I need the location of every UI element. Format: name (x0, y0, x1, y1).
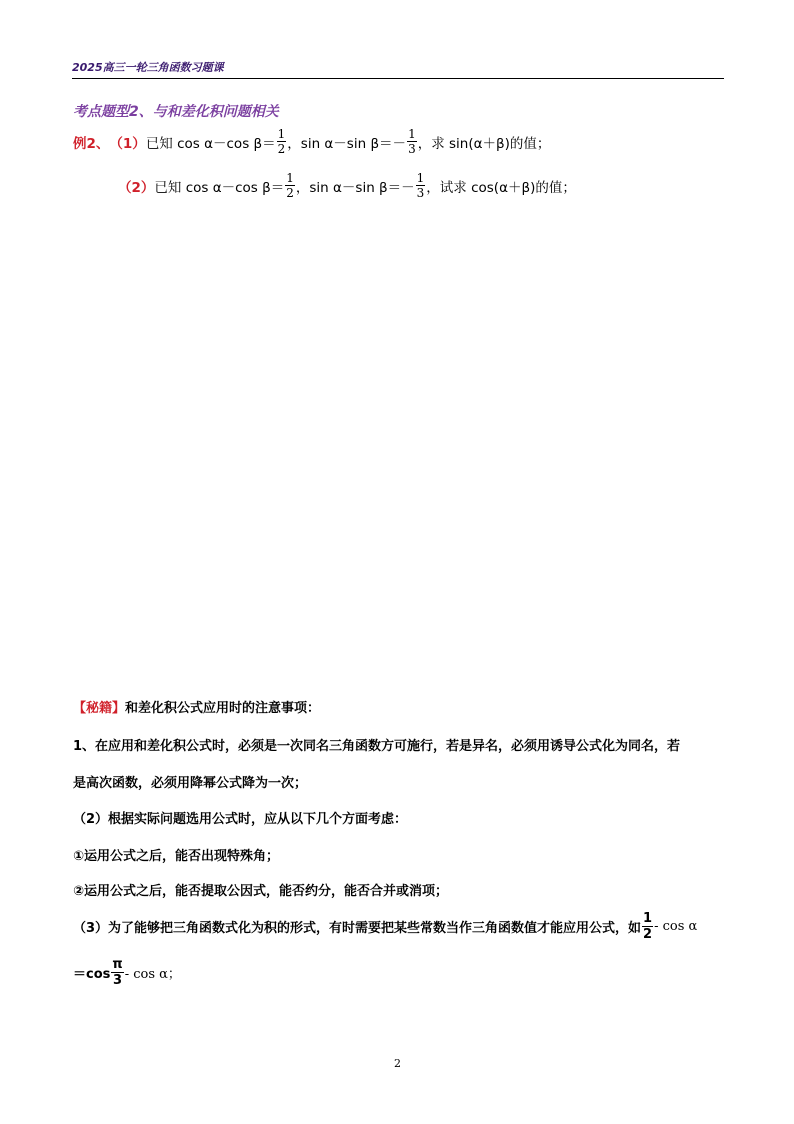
part-2-mid: ，sin α－sin β＝－ (295, 179, 415, 196)
fraction-denominator: 3 (408, 142, 416, 156)
fraction-one-half (277, 128, 287, 155)
tip-item-1-line-1: 1、在应用和差化积公式时，必须是一次同名三角函数方可施行，若是异名，必须用诱导公式化为同名，若 (73, 739, 681, 754)
fraction-denominator: 3 (416, 186, 425, 200)
tip-item-3-formula (73, 958, 181, 987)
part-2-pre: 已知 cos α－cos β＝ (154, 179, 285, 196)
part-1-mid: ，sin α－sin β＝－ (287, 135, 407, 152)
part-1-post: ，求 sin(α＋β)的值； (417, 135, 551, 152)
fraction-numerator: π (112, 957, 123, 972)
fraction-denominator: 3 (113, 973, 123, 988)
part-2-number: （2） (118, 179, 155, 196)
tips-label: 【秘籍】 (73, 701, 126, 716)
header-divider (72, 78, 724, 79)
fraction-numerator: 1 (286, 171, 294, 185)
fraction-numerator: 1 (408, 127, 416, 141)
header-title: 2025高三一轮三角函数习题课 (72, 61, 224, 74)
part-1-pre: 已知 cos α－cos β＝ (145, 135, 276, 152)
tips-title: 和差化积公式应用时的注意事项： (125, 701, 321, 716)
example-label: 例2、 (73, 135, 110, 152)
page-number: 2 (394, 1057, 401, 1070)
section-heading: 考点题型2、与和差化积问题相关 (73, 104, 279, 120)
tip-item-2: （2）根据实际问题选用公式时，应从以下几个方面考虑： (73, 812, 408, 827)
fraction-denominator: 2 (277, 142, 286, 156)
fraction-numerator: 1 (277, 127, 286, 141)
fraction-one-third (407, 128, 417, 155)
tip-item-1-line-2: 是高次函数，必须用降幂公式降为一次； (73, 776, 308, 791)
tip-item-3-tail: - cos α (654, 919, 698, 934)
part-2-post: ，试求 cos(α＋β)的值； (426, 179, 576, 196)
part-1-number: （1） (109, 135, 146, 152)
fraction-one-third (416, 172, 426, 199)
tips-heading (73, 697, 320, 716)
fraction-one-half (285, 172, 295, 199)
fraction-pi-over-three (111, 958, 123, 987)
fraction-numerator: 1 (643, 911, 653, 926)
fraction-denominator: 2 (286, 186, 294, 200)
example-2-part-1 (73, 128, 550, 155)
tip-item-2a: ①运用公式之后，能否出现特殊角； (73, 849, 280, 864)
fraction-denominator: 2 (643, 927, 653, 942)
tip-item-3 (73, 912, 697, 941)
fraction-numerator: 1 (416, 171, 425, 185)
tip-item-3-formula-pre: ＝cos (73, 967, 111, 982)
tip-item-3-formula-tail: - cos α； (124, 967, 181, 982)
tip-item-2b: ②运用公式之后，能否提取公因式，能否约分，能否合并或消项； (73, 884, 449, 899)
example-2-part-2 (118, 172, 576, 199)
tip-item-3-text: （3）为了能够把三角函数式化为积的形式，有时需要把某些常数当作三角函数值才能应用公式，如 (73, 921, 642, 936)
fraction-one-half (642, 912, 653, 941)
